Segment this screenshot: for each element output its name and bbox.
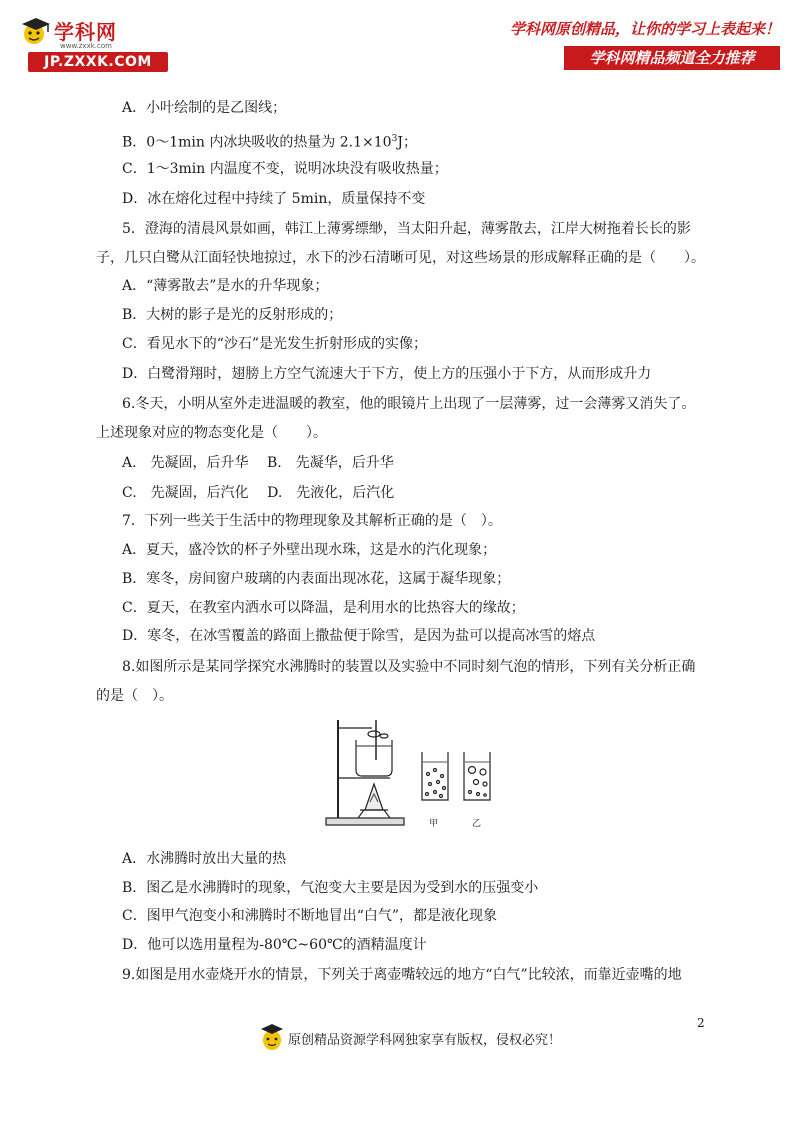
beaker-jia — [422, 752, 448, 800]
q5-option-a: A．“薄雾散去”是水的升华现象； — [122, 278, 329, 294]
page-header — [0, 0, 800, 78]
q7-stem: 7．下列一些关于生活中的物理现象及其解析正确的是（ ）。 — [122, 513, 502, 529]
q5-option-c: C．看见水下的“沙石”是光发生折射形成的实像； — [122, 336, 428, 352]
q4-option-b-unit: J； — [397, 134, 417, 151]
graduate-mascot-icon — [18, 14, 54, 50]
beaker-yi — [464, 752, 490, 800]
logo-name: 学科网 — [54, 20, 117, 44]
q7-option-c: C．夏天，在教室内洒水可以降温，是利用水的比热容大的缘故； — [122, 600, 525, 616]
q8-option-b: B．图乙是水沸腾时的现象，气泡变大主要是因为受到水的压强变小 — [122, 880, 539, 896]
q8-stem-line2: 的是（ ）。 — [96, 688, 173, 704]
logo-url: www.zxxk.com — [60, 42, 112, 50]
q7-option-a: A．夏天，盛冷饮的杯子外壁出现水珠，这是水的汽化现象； — [122, 542, 497, 558]
logo-domain: JP.ZXXK.COM — [28, 52, 168, 72]
footer-copyright: 原创精品资源学科网独家享有版权，侵权必究！ — [288, 1033, 562, 1048]
zxxk-logo — [18, 14, 168, 70]
q4-option-a: A．小叶绘制的是乙图线； — [122, 100, 287, 116]
boiling-experiment-figure — [318, 714, 508, 834]
q5-stem-line1: 5．澄海的清晨风景如画，韩江上薄雾缥缈，当太阳升起，薄雾散去，江岸大树拖着长长的影 — [122, 221, 691, 237]
figure-label-jia: 甲 — [429, 819, 439, 829]
graduate-mascot-icon — [258, 1020, 286, 1054]
q5-option-b: B．大树的影子是光的反射形成的； — [122, 307, 343, 323]
q6-options-cd: C. 先凝固，后汽化 D. 先液化，后汽化 — [122, 485, 395, 501]
q8-option-c: C．图甲气泡变小和沸腾时不断地冒出“白气”，都是液化现象 — [122, 908, 498, 924]
q4-option-d: D．冰在熔化过程中持续了 5min，质量保持不变 — [122, 191, 426, 207]
q6-stem-line2: 上述现象对应的物态变化是（ ）。 — [96, 425, 327, 441]
page-footer — [258, 1020, 598, 1056]
header-slogan: 学科网原创精品，让你的学习上表起来！ — [509, 20, 780, 38]
header-banner: 学科网精品频道全力推荐 — [564, 46, 780, 70]
q9-stem-line1: 9.如图是用水壶烧开水的情景，下列关于离壶嘴较远的地方“白气”比较浓，而靠近壶嘴的地 — [122, 967, 682, 983]
q5-stem-line2: 子，几只白鹭从江面轻快地掠过，水下的沙石清晰可见，对这些场景的形成解释正确的是（ ）。 — [96, 250, 705, 266]
q4-option-b-text: B．0～1min 内冰块吸收的热量为 2.1×10 — [122, 134, 392, 151]
q6-options-ab: A. 先凝固，后升华 B. 先凝华，后升华 — [122, 455, 394, 471]
q7-option-d: D．寒冬，在冰雪覆盖的路面上撒盐便于除雪，是因为盐可以提高冰雪的熔点 — [122, 628, 596, 644]
q8-option-d: D．他可以选用量程为-80℃~60℃的酒精温度计 — [122, 937, 427, 953]
q4-option-b — [122, 129, 417, 153]
q8-stem-line1: 8.如图所示是某同学探究水沸腾时的装置以及实验中不同时刻气泡的情形，下列有关分析正确 — [122, 659, 696, 675]
q7-option-b: B．寒冬，房间窗户玻璃的内表面出现冰花，这属于凝华现象； — [122, 571, 511, 587]
q4-option-c: C．1～3min 内温度不变，说明冰块没有吸收热量； — [122, 161, 448, 177]
q4-option-b-exponent: 3 — [391, 134, 398, 144]
q8-option-a: A．水沸腾时放出大量的热 — [122, 851, 287, 867]
figure-label-yi: 乙 — [472, 819, 482, 829]
q5-option-d: D．白鹭滑翔时，翅膀上方空气流速大于下方，使上方的压强小于下方，从而形成升力 — [122, 366, 652, 382]
page-number: 2 — [697, 1016, 705, 1030]
q6-stem-line1: 6.冬天，小明从室外走进温暖的教室，他的眼镜片上出现了一层薄雾，过一会薄雾又消失了。 — [122, 396, 696, 412]
apparatus-drawing — [326, 720, 404, 825]
